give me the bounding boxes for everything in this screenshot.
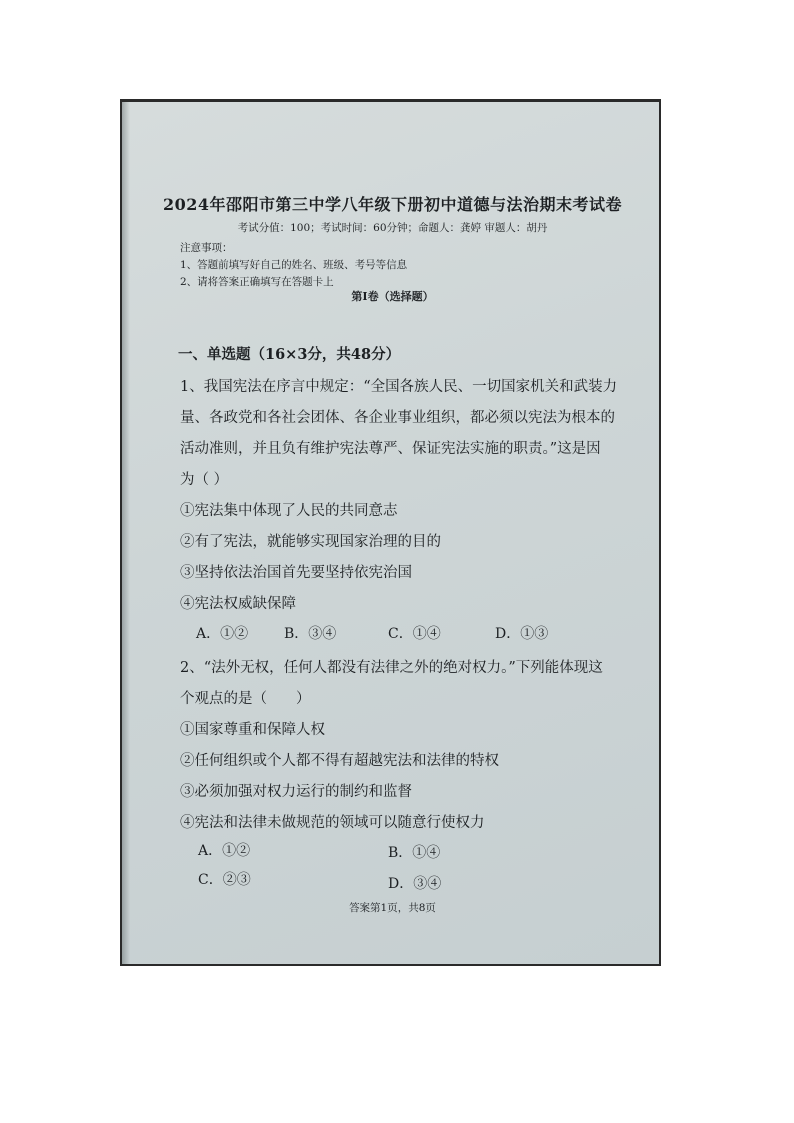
q2-option-a: A．①② (198, 843, 251, 859)
q2-option-c: C．②③ (198, 872, 251, 888)
q1-option-b: B．③④ (284, 626, 337, 642)
q2-option-d: D．③④ (388, 876, 442, 892)
q2-option-b: B．①④ (388, 845, 441, 861)
q2-stem-line: 2、“法外无权，任何人都没有法律之外的绝对权力。”下列能体现这 (180, 660, 603, 676)
exam-photo (120, 99, 661, 966)
notice-heading: 注意事项： (180, 242, 233, 254)
exam-meta: 考试分值：100；考试时间：60分钟；命题人：龚婷 审题人：胡丹 (237, 222, 548, 234)
q1-stem-line: 1、我国宪法在序言中规定：“全国各族人民、一切国家机关和武装力 (180, 379, 618, 395)
volume-title: 第Ⅰ卷（选择题） (351, 290, 434, 303)
q2-stem-line: 个观点的是（ ） (180, 691, 311, 707)
q1-option-c: C．①④ (388, 626, 441, 642)
q1-statement: ①宪法集中体现了人民的共同意志 (180, 503, 398, 519)
q1-statement: ②有了宪法，就能够实现国家治理的目的 (180, 534, 441, 550)
q1-option-d: D．①③ (495, 626, 549, 642)
q1-stem-line: 为（ ） (180, 472, 229, 488)
q2-statement: ③必须加强对权力运行的制约和监督 (180, 784, 412, 800)
q1-statement: ④宪法权威缺保障 (180, 596, 296, 612)
exam-paper (122, 102, 659, 964)
section-title: 一、单选题（16×3分，共48分） (178, 346, 401, 363)
q2-statement: ④宪法和法律未做规范的领域可以随意行使权力 (180, 815, 485, 831)
q1-option-a: A．①② (196, 626, 249, 642)
notice-item: 1、答题前填写好自己的姓名、班级、考号等信息 (180, 259, 408, 271)
q1-statement: ③坚持依法治国首先要坚持依宪治国 (180, 565, 412, 581)
q2-statement: ②任何组织或个人都不得有超越宪法和法律的特权 (180, 753, 499, 769)
q1-stem-line: 活动准则，并且负有维护宪法尊严、保证宪法实施的职责。”这是因 (180, 441, 601, 457)
q1-stem-line: 量、各政党和各社会团体、各企业事业组织，都必须以宪法为根本的 (180, 410, 615, 426)
exam-title: 2024年邵阳市第三中学八年级下册初中道德与法治期末考试卷 (162, 195, 623, 214)
q2-statement: ①国家尊重和保障人权 (180, 722, 325, 738)
notice-item: 2、请将答案正确填写在答题卡上 (180, 276, 334, 288)
page-footer: 答案第1页，共8页 (349, 902, 436, 914)
